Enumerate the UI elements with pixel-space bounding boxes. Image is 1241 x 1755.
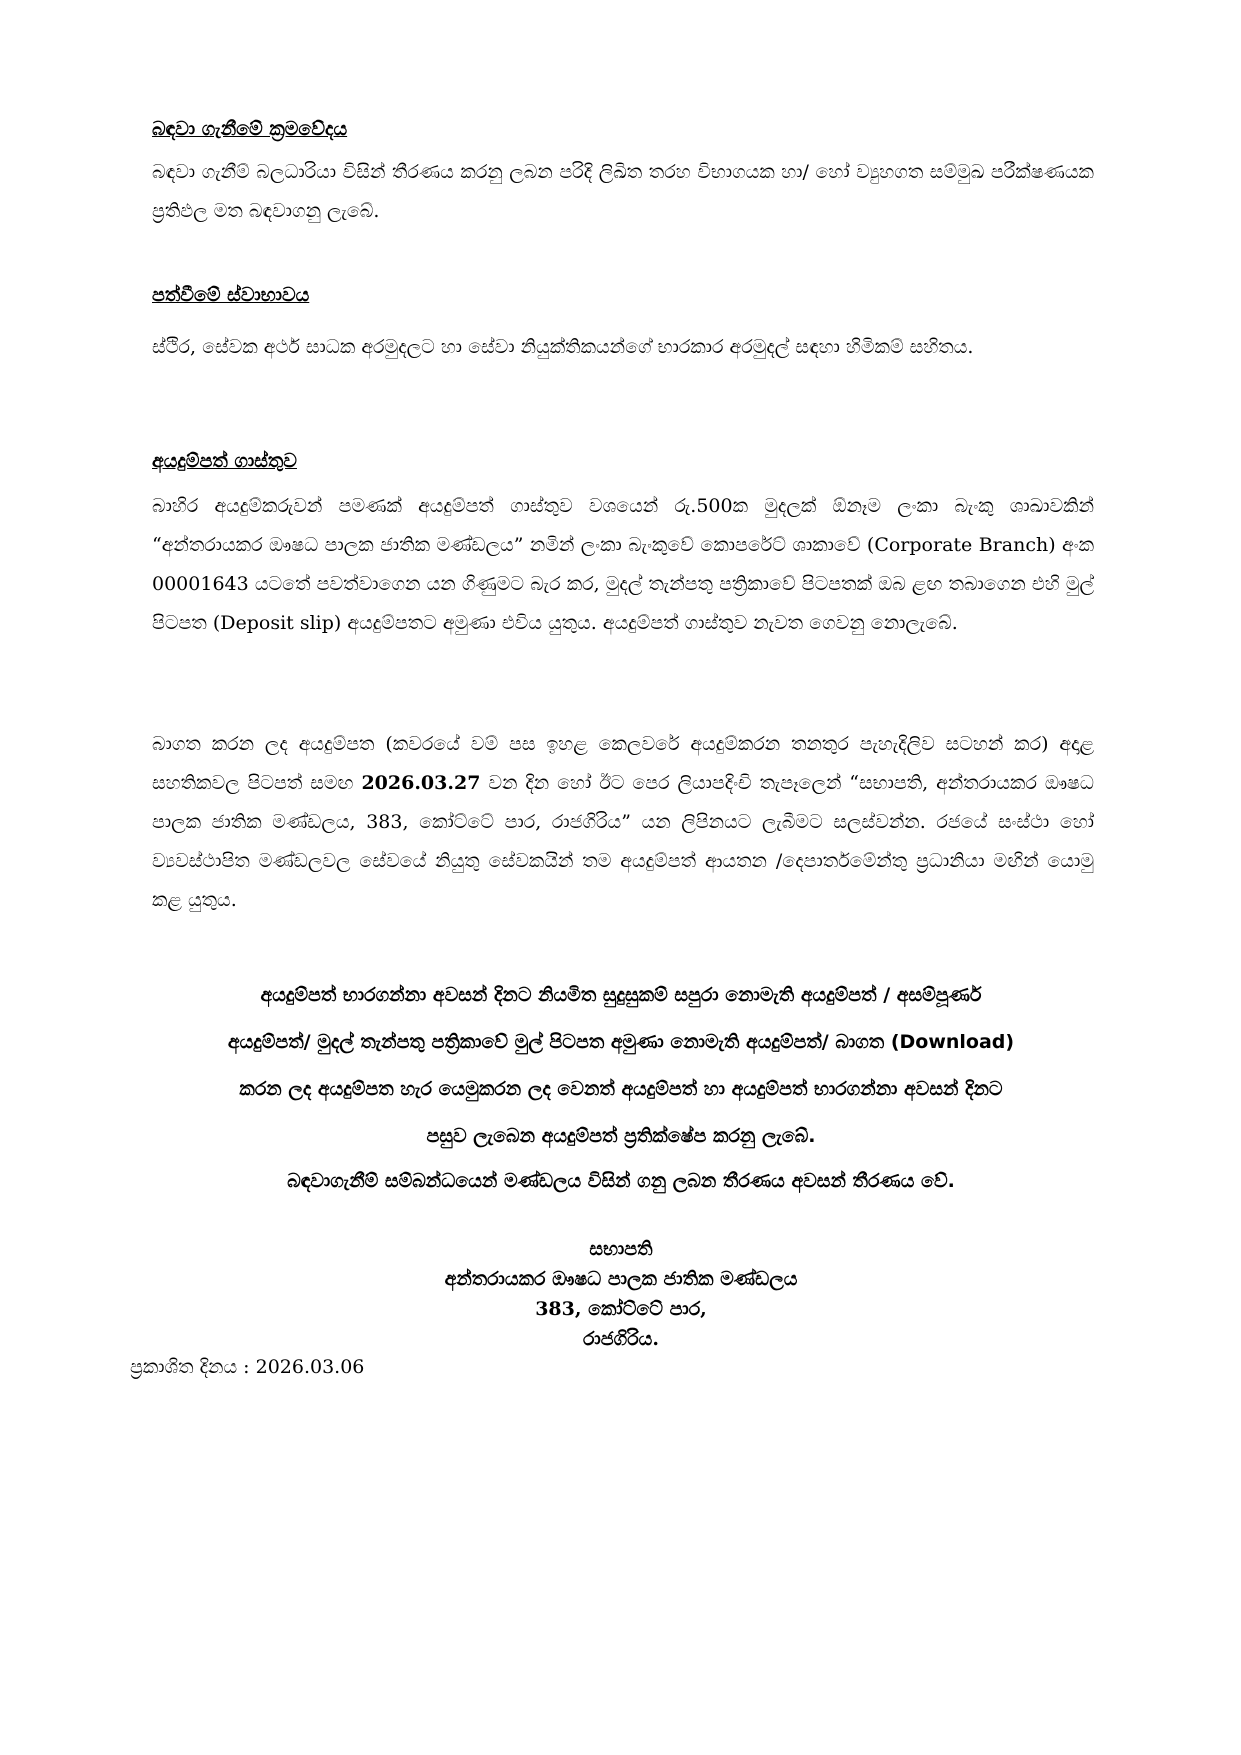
signature-address-line-2: රාජගිරිය. bbox=[583, 1328, 659, 1350]
rejection-notice-line-2: අයදුම්පත්/ මුදල් තැන්පතු පත්‍රිකාවේ මුල් පිටපත අමුණා නොමැති අයදුම්පත්/ බාගත (Download) bbox=[227, 1031, 1015, 1053]
submission-text-start: බාගත කරන ලද අයදුම්පත (කවරයේ වම් පස ඉහළ කෙලවරේ අයදුම්කරන තනතුර පැහැදිලිව සටහන් කර) අදාළ සහතිකවල පිටපත් සමඟ bbox=[152, 733, 1094, 794]
signature-title: සභාපති bbox=[589, 1238, 653, 1260]
published-date: ප්‍රකාශිත දිනය : 2026.03.06 bbox=[130, 1356, 365, 1378]
closing-date: 2026.03.27 bbox=[361, 772, 481, 794]
signature-organization: අන්තරායකර ඖෂධ පාලක ජාතික මණ්ඩලය bbox=[444, 1268, 798, 1290]
recruitment-method-paragraph: බඳවා ගැනීම් බලධාරියා විසින් තීරණය කරනු ලබන පරිදි ලිඛිත තරහ විභාගයක හා/ හෝ ව්‍යුහගත සම්මුඛ පරීක්ෂණයක ප්‍රතිඵල මත බඳවාගනු ලැබේ. bbox=[152, 161, 1094, 222]
signature-block bbox=[300, 1234, 942, 1354]
appointment-nature-paragraph: ස්ථිර, සේවක අර්ථ සාධක අරමුදලට හා සේවා නියුක්තිකයන්ගේ භාරකාර අරමුදල් සඳහා හිමිකම් සහිතය. bbox=[152, 336, 974, 358]
signature-address-line-1: 383, කෝට්ටේ පාර, bbox=[535, 1298, 707, 1320]
recruitment-method-text bbox=[152, 153, 1094, 231]
final-decision-statement: බඳවාගැනීම් සම්බන්ධයෙන් මණ්ඩලය විසින් ගනු ලබන තීරණය අවසන් තීරණය වේ. bbox=[287, 1170, 955, 1192]
application-fee-paragraph: බාහිර අයදුම්කරුවන් පමණක් අයදුම්පත් ගාස්තුව වශයෙන් රු.500ක මුදලක් ඕනෑම ලංකා බැංකු ශාඛාවකින් “අන්තරායකර ඖෂධ පාලක ජාතික මණ්ඩලය” නමින් ලංකා බැංකුවේ කොපරේට් ශාකාවේ (Corporate Branch) අංක 00001643 යටතේ පවත්වාගෙන යන ගිණුමට බැර කර, මුදල් තැන්පතු පත්‍රිකාවේ පිටපතක් ඔබ ළඟ තබාගෙන එහි මුල් පිටපත (Deposit slip) අයදුම්පතට අමුණා එවිය යුතුය. අයදුම්පත් ගාස්තුව නැවත ගෙවනු නොලැබේ. bbox=[152, 495, 1094, 634]
rejection-notice-line-1: අයදුම්පත් භාරගන්නා අවසන් දිනට නියමිත සුදුසුකම් සපුරා නොමැති අයදුම්පත් / අසම්පූර්ණ bbox=[260, 984, 982, 1006]
submission-text-end: වන දින හෝ ඊට පෙර ලියාපදිංචි තැපෑලෙන් “සභාපති, අන්තරායකර ඖෂධ පාලක ජාතික මණ්ඩලය, 383, කෝට්ටේ පාර, රාජගිරිය” යන ලිපිනයට ලැබීමට සලස්වන්න. රජයේ සංස්ථා හෝ ව්‍යවස්ථාපිත මණ්ඩලවල සේවයේ නියුතු සේවකයින් තම අයදුම්පත් ආයතන /දෙපාර්තමේන්තු ප්‍රධානියා මඟින් යොමු කළ යුතුය. bbox=[152, 772, 1094, 911]
rejection-notice bbox=[150, 972, 1092, 1160]
appointment-nature-text bbox=[152, 328, 1094, 367]
submission-paragraph bbox=[152, 725, 1094, 920]
recruitment-method-heading: බඳවා ගැනීමේ ක්‍රමවේදය bbox=[152, 118, 348, 140]
application-fee-heading: අයදුම්පත් ගාස්තුව bbox=[152, 450, 297, 472]
rejection-notice-line-3: කරන ලද අයදුම්පත හැර යෙමුකරන ලද වෙනත් අයදුම්පත් හා අයදුම්පත් භාරගන්නා අවසන් දිනට bbox=[239, 1078, 1003, 1100]
submission-instructions bbox=[152, 725, 1094, 920]
rejection-notice-line-4: පසුව ලැබෙන අයදුම්පත් ප්‍රතික්ෂේප කරනු ලැබේ. bbox=[426, 1125, 816, 1147]
application-fee-text bbox=[152, 487, 1094, 643]
appointment-nature-heading: පත්වීමේ ස්වාභාවය bbox=[152, 284, 310, 306]
